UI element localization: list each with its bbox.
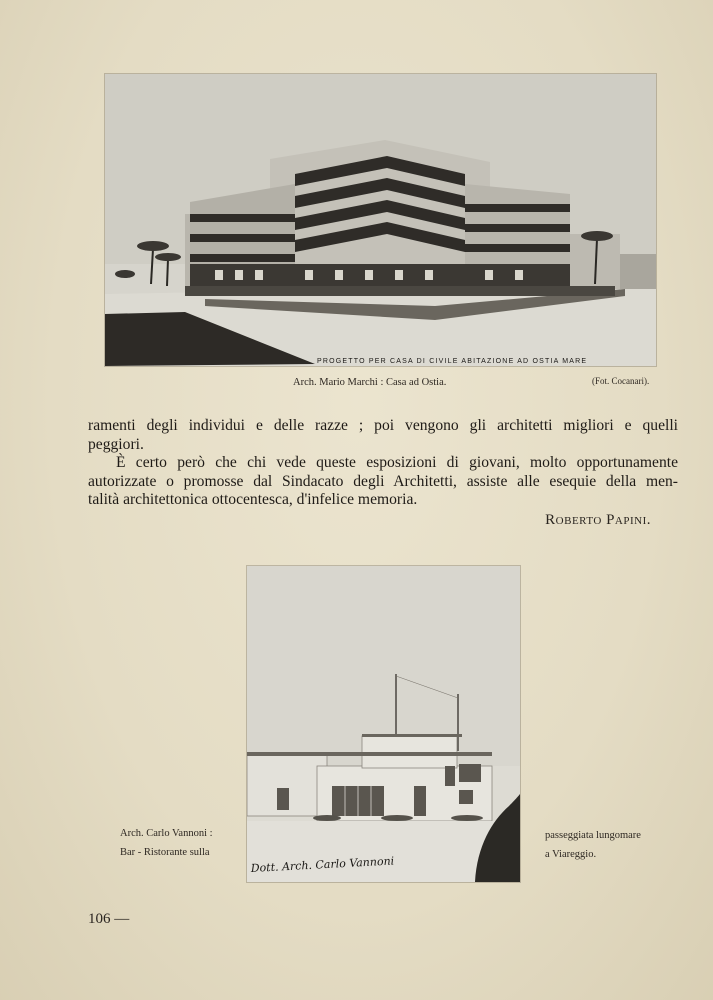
text-line: talità architettonica ottocentesca, d'infelice memoria. xyxy=(88,491,418,508)
architect-signature: Dott. Arch. Carlo Vannoni xyxy=(250,854,395,875)
drawing-inscription: PROGETTO PER CASA DI CIVILE ABITAZIONE AD OSTIA MARE xyxy=(317,358,588,365)
caption-line: Arch. Carlo Vannoni : xyxy=(120,828,213,839)
text-line: peggiori. xyxy=(88,435,144,453)
building-photo xyxy=(247,566,520,882)
photo-bar-ristorante xyxy=(247,566,520,882)
page-number: 106 — xyxy=(88,911,130,927)
top-photo-caption: Arch. Mario Marchi : Casa ad Ostia. xyxy=(293,377,447,388)
bottom-caption-right xyxy=(545,826,641,864)
caption-line: Bar - Ristorante sulla xyxy=(120,847,210,858)
text-line: ramenti degli individui e delle razze ; poi vengono gli architetti migliori e quelli xyxy=(88,417,678,434)
photo-casa-ostia xyxy=(105,74,656,366)
text-line: È certo però che chi vede queste esposizioni di giovani, molto opportunamente xyxy=(116,454,678,471)
author-signature: Roberto Papini. xyxy=(545,512,651,528)
building-illustration xyxy=(105,74,656,366)
text-line: autorizzate o promosse dal Sindacato degli Architetti, assiste alle esequie della men- xyxy=(88,472,678,490)
bottom-caption-left xyxy=(120,824,213,862)
article-body xyxy=(88,417,678,510)
caption-line: passeggiata lungomare xyxy=(545,830,641,841)
top-photo-credit: (Fot. Cocanari). xyxy=(592,376,650,386)
caption-line: a Viareggio. xyxy=(545,849,597,860)
